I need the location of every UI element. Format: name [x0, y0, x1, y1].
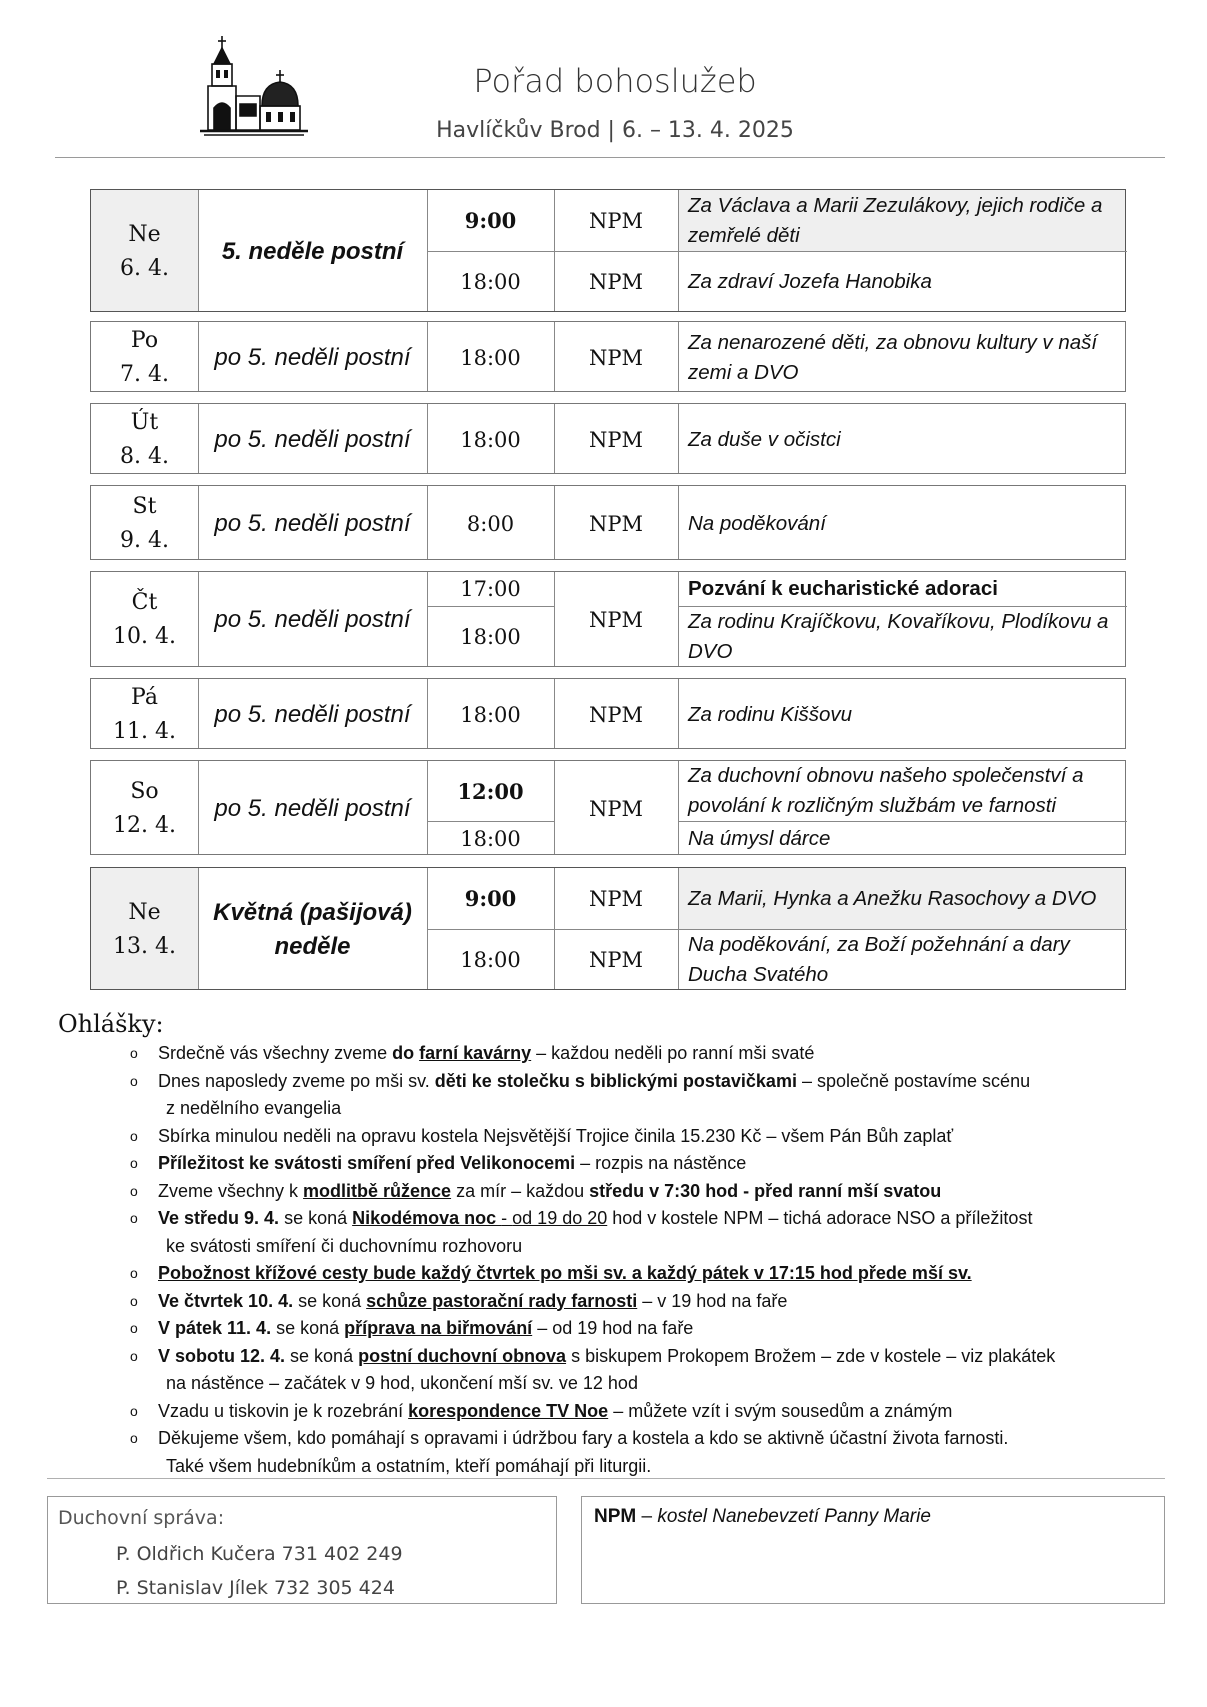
time-cell: 17:00: [460, 577, 521, 601]
intention-text: Za rodinu Krajíčkovu, Kovaříkovu, Plodíkovu a DVO: [688, 610, 1109, 663]
column-divider: [678, 486, 679, 559]
day-name: Pá: [131, 684, 158, 710]
column-divider: [427, 486, 428, 559]
column-divider: [678, 761, 679, 854]
time-cell: 18:00: [460, 948, 521, 972]
intention-cell: [678, 251, 1127, 313]
time-cell: 9:00: [464, 886, 517, 911]
feast-cell: [198, 322, 427, 393]
day-date: 11. 4.: [113, 718, 176, 744]
announcement-text: V pátek 11. 4.: [158, 1318, 272, 1338]
announcement-text: příprava na biřmování: [344, 1318, 533, 1338]
day-label: [113, 681, 176, 749]
announcement-text: od 19 do 20: [512, 1208, 608, 1228]
announcements-list: [130, 1040, 1170, 1480]
bullet-icon: o: [130, 1155, 138, 1171]
intention-text: Za Marii, Hynka a Anežku Rasochovy a DVO: [688, 886, 1097, 910]
church-cell: NPM: [588, 886, 643, 911]
column-divider: [678, 868, 679, 989]
church-cell: NPM: [588, 702, 643, 727]
feast-cell: [198, 761, 427, 856]
bullet-icon: o: [130, 1265, 138, 1281]
day-date: 12. 4.: [113, 812, 176, 838]
day-name: Ne: [128, 221, 161, 247]
intention-cell: [678, 679, 1127, 750]
intention-cell: [678, 322, 1127, 393]
announcement-text: Zveme všechny k: [158, 1180, 304, 1201]
time-cell: 12:00: [457, 778, 524, 804]
column-divider: [427, 761, 428, 854]
bullet-icon: o: [130, 1320, 138, 1336]
day-name: St: [132, 493, 157, 519]
column-divider: [427, 322, 428, 391]
column-divider: [427, 190, 428, 311]
announcement-text: do: [392, 1043, 420, 1063]
church-logo-icon: [200, 34, 310, 146]
announcement-text: hod v kostele NPM – tichá adorace NSO a příležitost: [607, 1208, 1033, 1228]
announcement-text: ke svátosti smíření či duchovnímu rozhovoru: [166, 1235, 523, 1256]
announcement-item: [130, 1288, 1170, 1316]
day-cell: [91, 322, 198, 393]
announcement-text: se koná: [271, 1318, 345, 1338]
column-divider: [427, 572, 428, 666]
schedule-day-block: [90, 485, 1126, 560]
schedule-day-block: [90, 321, 1126, 392]
announcement-text: – společně postavíme scénu: [796, 1070, 1031, 1091]
intention-text: Za rodinu Kiššovu: [688, 702, 853, 726]
feast-label: po 5. neděli postní: [214, 700, 411, 728]
schedule-day-block: [90, 678, 1126, 749]
column-divider: [198, 572, 199, 666]
church-cell: NPM: [588, 208, 643, 233]
announcement-text: se koná: [285, 1345, 359, 1366]
column-divider: [198, 761, 199, 854]
time-cell: 18:00: [460, 826, 521, 851]
feast-label: 5. neděle postní: [221, 237, 404, 265]
legend-desc: kostel Nanebevzetí Panny Marie: [657, 1506, 931, 1527]
day-label: [120, 490, 169, 558]
day-name: Út: [130, 409, 159, 435]
announcement-text: modlitbě růžence: [303, 1180, 452, 1201]
day-cell: [91, 868, 198, 991]
announcement-item: [130, 1068, 1170, 1123]
day-cell: [91, 572, 198, 668]
day-label: [113, 775, 176, 843]
announcement-text: -: [501, 1208, 513, 1228]
column-divider: [198, 404, 199, 473]
day-date: 13. 4.: [113, 933, 176, 959]
church-cell: NPM: [588, 270, 643, 294]
church-cell: NPM: [588, 948, 643, 972]
column-divider: [678, 322, 679, 391]
column-divider: [427, 679, 428, 748]
announcement-item: [130, 1150, 1170, 1178]
legend-box: [581, 1496, 1165, 1604]
announcement-text: farní kavárny: [419, 1043, 532, 1063]
intention-text: Pozvání k eucharistické adoraci: [688, 577, 998, 600]
page-subtitle: Havlíčkův Brod | 6. – 13. 4. 2025: [436, 118, 794, 143]
day-label: [120, 218, 169, 286]
intention-text: Za duchovní obnovu našeho společenství a povolání k rozličným službám ve farnosti: [688, 764, 1084, 817]
column-divider: [678, 679, 679, 748]
time-cell: 18:00: [460, 427, 521, 452]
church-cell: NPM: [588, 608, 643, 632]
feast-cell: [198, 572, 427, 668]
day-label: [120, 406, 169, 474]
bullet-icon: o: [130, 1182, 138, 1199]
feast-cell: [198, 404, 427, 475]
announcement-text: Vzadu u tiskovin je k rozebrání: [158, 1400, 409, 1421]
footer-divider: [47, 1478, 1165, 1479]
announcement-item: [130, 1178, 1170, 1206]
feast-label: po 5. neděli postní: [214, 794, 411, 822]
intention-text: Na úmysl dárce: [688, 826, 831, 850]
intention-cell: [678, 868, 1127, 929]
bullet-icon: o: [130, 1127, 138, 1144]
contact-line: P. Stanislav Jílek 732 305 424: [116, 1577, 395, 1599]
page-title: Pořad bohoslužeb: [473, 62, 757, 100]
column-divider: [198, 868, 199, 989]
schedule-day-block: [90, 189, 1126, 312]
row-divider: [427, 606, 554, 607]
feast-cell: [198, 486, 427, 561]
intention-cell: [678, 190, 1127, 251]
column-divider: [554, 868, 555, 989]
feast-label: po 5. neděli postní: [214, 425, 411, 453]
announcement-text: na nástěnce – začátek v 9 hod, ukončení mší sv. ve 12 hod: [166, 1373, 638, 1393]
intention-cell: [678, 821, 1127, 856]
contact-title: Duchovní správa:: [58, 1507, 225, 1529]
announcement-continuation: [158, 1233, 1170, 1261]
intention-text: Na poděkování: [688, 511, 826, 535]
announcement-text: – můžete vzít i svým sousedům a známým: [608, 1400, 953, 1421]
intention-text: Za nenarozené děti, za obnovu kultury v naší zemi a DVO: [688, 330, 1098, 384]
row-divider: [427, 251, 1127, 252]
time-cell: 18:00: [460, 345, 521, 370]
bullet-icon: o: [130, 1347, 138, 1364]
announcement-text: za mír – každou: [451, 1180, 590, 1201]
announcements-title: Ohlášky:: [58, 1010, 164, 1038]
day-name: So: [130, 778, 159, 804]
church-cell: NPM: [588, 345, 643, 370]
announcement-item: [130, 1315, 1170, 1343]
feast-cell: [198, 868, 427, 991]
time-cell: 18:00: [460, 702, 521, 727]
feast-label: po 5. neděli postní: [214, 509, 411, 537]
day-cell: [91, 761, 198, 856]
column-divider: [554, 761, 555, 854]
intention-cell: [678, 929, 1127, 991]
column-divider: [554, 190, 555, 311]
bullet-icon: o: [130, 1430, 138, 1446]
column-divider: [198, 190, 199, 311]
day-date: 6. 4.: [120, 255, 169, 281]
header-divider: [55, 157, 1165, 158]
announcement-text: Dnes naposledy zveme po mši sv.: [158, 1070, 435, 1091]
announcement-text: Ve středu 9. 4.: [158, 1208, 280, 1228]
column-divider: [198, 679, 199, 748]
bullet-icon: o: [130, 1210, 138, 1226]
intention-text: Za Václava a Marii Zezulákovy, jejich rodiče a zemřelé děti: [688, 193, 1103, 247]
day-cell: [91, 486, 198, 561]
announcement-text: se koná: [279, 1208, 353, 1228]
announcement-text: korespondence TV Noe: [408, 1400, 609, 1421]
announcement-text: – každou neděli po ranní mši svaté: [531, 1043, 815, 1063]
time-cell: 8:00: [466, 511, 515, 536]
announcement-text: V sobotu 12. 4.: [158, 1345, 286, 1366]
contact-line: P. Oldřich Kučera 731 402 249: [116, 1543, 403, 1565]
column-divider: [427, 868, 428, 989]
row-divider: [678, 606, 1127, 607]
announcement-continuation: [158, 1370, 1170, 1398]
announcement-text: Příležitost ke svátosti smíření před Velikonocemi: [158, 1153, 576, 1173]
day-cell: [91, 190, 198, 313]
announcement-text: Nikodémova noc: [352, 1208, 502, 1228]
announcement-item: [130, 1343, 1170, 1398]
intention-cell: [678, 404, 1127, 475]
day-name: Čt: [131, 590, 158, 615]
feast-label: Květná (pašijová) neděle: [213, 898, 412, 960]
announcement-continuation: [158, 1453, 1170, 1481]
announcement-continuation: [158, 1095, 1170, 1123]
announcement-text: Ve čtvrtek 10. 4.: [158, 1290, 294, 1311]
bullet-icon: o: [130, 1072, 138, 1089]
announcement-text: Děkujeme všem, kdo pomáhají s opravami i údržbou fary a kostela a kdo se aktivně účastní života farnosti.: [158, 1428, 1009, 1448]
time-cell: 18:00: [460, 270, 521, 294]
bullet-icon: o: [130, 1045, 138, 1061]
row-divider: [427, 929, 1127, 930]
column-divider: [427, 404, 428, 473]
column-divider: [554, 404, 555, 473]
day-name: Ne: [128, 899, 161, 925]
intention-cell: [678, 761, 1127, 821]
intention-cell: [678, 606, 1127, 668]
column-divider: [198, 322, 199, 391]
day-date: 8. 4.: [120, 443, 169, 469]
announcement-text: – v 19 hod na faře: [637, 1290, 788, 1311]
announcement-text: Sbírka minulou neděli na opravu kostela Nejsvětější Trojice činila 15.230 Kč – všem Pán Bůh zaplať: [158, 1125, 954, 1146]
intention-cell: [678, 572, 1127, 606]
day-date: 7. 4.: [120, 361, 169, 387]
column-divider: [678, 190, 679, 311]
announcement-item: [130, 1425, 1170, 1480]
feast-cell: [198, 679, 427, 750]
announcement-item: [130, 1040, 1170, 1068]
schedule-day-block: [90, 403, 1126, 474]
day-cell: [91, 679, 198, 750]
announcement-text: – od 19 hod na faře: [532, 1318, 694, 1338]
intention-cell: [678, 486, 1127, 561]
column-divider: [554, 572, 555, 666]
bullet-icon: o: [130, 1402, 138, 1419]
row-divider: [427, 821, 554, 822]
announcement-text: Také všem hudebníkům a ostatním, kteří pomáhají při liturgii.: [166, 1455, 652, 1476]
intention-text: Na poděkování, za Boží požehnání a dary Ducha Svatého: [688, 933, 1070, 986]
column-divider: [554, 679, 555, 748]
legend-separator: –: [636, 1506, 658, 1527]
announcement-item: [130, 1398, 1170, 1426]
legend: [594, 1506, 931, 1528]
announcement-text: se koná: [293, 1290, 367, 1311]
church-cell: NPM: [588, 511, 643, 536]
schedule-day-block: [90, 760, 1126, 855]
announcement-text: děti ke stolečku s biblickými postavičkami: [434, 1070, 797, 1091]
announcement-text: s biskupem Prokopem Brožem – zde v kostele – viz plakátek: [566, 1345, 1056, 1366]
contact-box: [47, 1496, 557, 1604]
schedule-day-block: [90, 571, 1126, 667]
feast-cell: [198, 190, 427, 313]
announcement-text: středu v 7:30 hod - před ranní mší svatou: [589, 1180, 942, 1201]
announcement-text: Pobožnost křížové cesty bude každý čtvrtek po mši sv. a každý pátek v 17:15 hod předе mší sv.: [158, 1263, 972, 1283]
day-label: [113, 586, 176, 654]
announcement-text: postní duchovní obnova: [358, 1345, 567, 1366]
column-divider: [554, 486, 555, 559]
column-divider: [678, 572, 679, 666]
church-cell: NPM: [588, 796, 643, 821]
feast-label: po 5. neděli postní: [214, 343, 411, 371]
day-label: [120, 324, 169, 392]
announcement-item: [130, 1205, 1170, 1260]
announcement-item: [130, 1260, 1170, 1288]
time-cell: 18:00: [460, 625, 521, 649]
announcement-text: z nedělního evangelia: [166, 1098, 342, 1118]
feast-label: po 5. neděli postní: [214, 606, 411, 633]
time-cell: 9:00: [464, 208, 517, 233]
announcement-text: schůze pastorační rady farnosti: [366, 1290, 638, 1311]
day-cell: [91, 404, 198, 475]
church-cell: NPM: [588, 427, 643, 452]
schedule-day-block: [90, 867, 1126, 990]
column-divider: [198, 486, 199, 559]
day-date: 10. 4.: [113, 624, 176, 649]
day-label: [113, 896, 176, 964]
bullet-icon: o: [130, 1292, 138, 1309]
row-divider: [678, 821, 1127, 822]
announcement-text: Srdečně vás všechny zveme: [158, 1043, 393, 1063]
column-divider: [678, 404, 679, 473]
announcement-item: [130, 1123, 1170, 1151]
day-name: Po: [130, 327, 159, 353]
intention-text: Za duše v očistci: [688, 427, 841, 451]
intention-text: Za zdraví Jozefa Hanobika: [688, 270, 932, 293]
day-date: 9. 4.: [120, 527, 169, 553]
legend-abbr: NPM: [594, 1506, 637, 1527]
announcement-text: – rozpis na nástěnce: [575, 1153, 747, 1173]
column-divider: [554, 322, 555, 391]
